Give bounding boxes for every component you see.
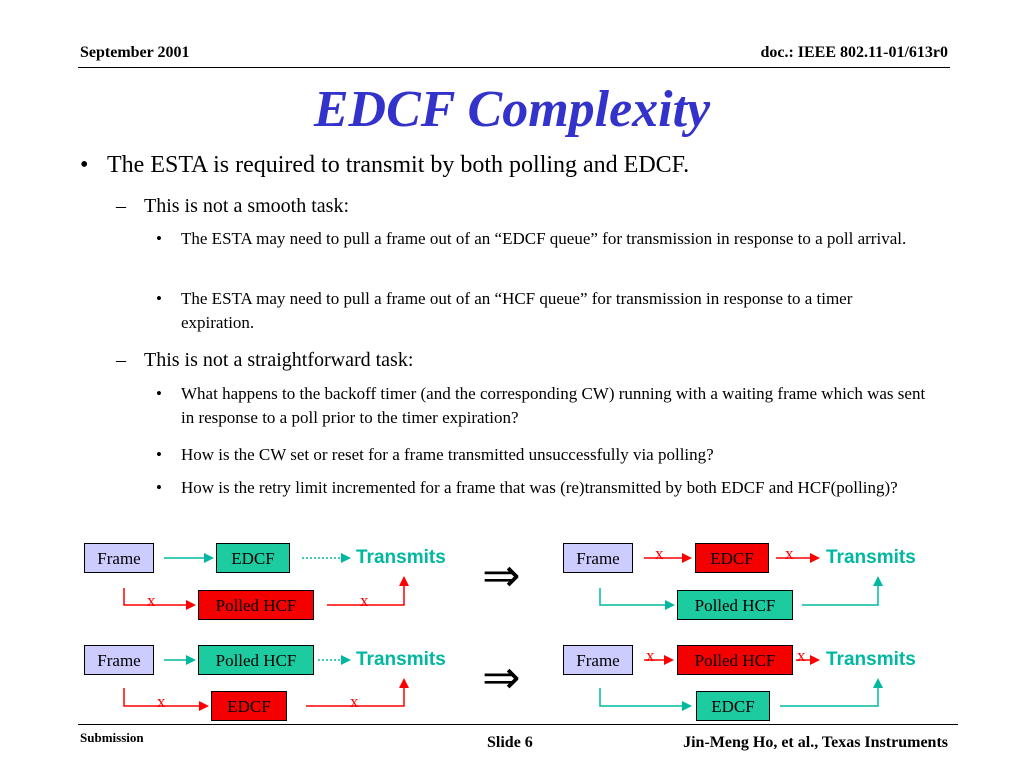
header-date: September 2001 <box>80 44 190 61</box>
transmits-label: Transmits <box>356 649 446 670</box>
sub-bullet-2-text: This is not a straightforward task: <box>144 349 414 371</box>
polled-hcf-box: Polled HCF <box>677 645 793 675</box>
frame-box: Frame <box>563 543 633 573</box>
transmits-label: Transmits <box>826 547 916 568</box>
edcf-box: EDCF <box>695 543 769 573</box>
dash-mark: – <box>116 195 126 217</box>
sub-item-text: The ESTA may need to pull a frame out of an “HCF queue” for transmission in response to a timer expiration. <box>181 289 853 332</box>
implies-symbol: ⇒ <box>482 548 521 602</box>
implies-symbol: ⇒ <box>482 650 521 704</box>
frame-box: Frame <box>84 543 154 573</box>
sub-item-text: What happens to the backoff timer (and the corresponding CW) running with a waiting frame which was sent in response to a poll prior to the timer expiration? <box>181 384 926 427</box>
bullet-mark: • <box>80 152 89 178</box>
transmits-label: Transmits <box>826 649 916 670</box>
x-mark: x <box>147 591 156 610</box>
bullet-mark: • <box>156 384 162 403</box>
frame-box: Frame <box>563 645 633 675</box>
x-mark: x <box>646 646 655 665</box>
arrow-path <box>802 578 878 605</box>
x-mark: x <box>360 591 369 610</box>
dash-mark: – <box>116 349 126 371</box>
edcf-box: EDCF <box>696 691 770 721</box>
x-mark: x <box>157 692 166 711</box>
x-mark: x <box>350 692 359 711</box>
footer-author: Jin-Meng Ho, et al., Texas Instruments <box>683 734 948 751</box>
arrow-path <box>600 588 673 605</box>
header-doc-id: doc.: IEEE 802.11-01/613r0 <box>760 44 948 61</box>
slide-title: EDCF Complexity <box>313 81 711 138</box>
footer-divider <box>78 724 958 725</box>
bullet-main-text: The ESTA is required to transmit by both polling and EDCF. <box>107 152 690 178</box>
sub-item-text: The ESTA may need to pull a frame out of an “EDCF queue” for transmission in response to a poll arrival. <box>181 229 907 248</box>
sub-item-text: How is the CW set or reset for a frame transmitted unsuccessfully via polling? <box>181 445 714 464</box>
polled-hcf-box: Polled HCF <box>198 590 314 620</box>
polled-hcf-box: Polled HCF <box>198 645 314 675</box>
x-mark: x <box>655 544 664 563</box>
arrow-path <box>600 688 690 706</box>
x-mark: x <box>797 646 806 665</box>
footer-submission: Submission <box>80 730 144 745</box>
transmits-label: Transmits <box>356 547 446 568</box>
bullet-mark: • <box>156 445 162 464</box>
sub-bullet-1-text: This is not a smooth task: <box>144 195 349 217</box>
sub-item-text: How is the retry limit incremented for a frame that was (re)transmitted by both EDCF and HCF(polling)? <box>181 478 898 497</box>
x-mark: x <box>785 544 794 563</box>
frame-box: Frame <box>84 645 154 675</box>
edcf-box: EDCF <box>211 691 287 721</box>
arrow-path <box>124 588 194 605</box>
bullet-mark: • <box>156 478 162 497</box>
arrow-path <box>780 680 878 706</box>
bullet-mark: • <box>156 229 162 248</box>
polled-hcf-box: Polled HCF <box>677 590 793 620</box>
edcf-box: EDCF <box>216 543 290 573</box>
bullet-mark: • <box>156 289 162 308</box>
footer-slide-number: Slide 6 <box>487 734 533 751</box>
